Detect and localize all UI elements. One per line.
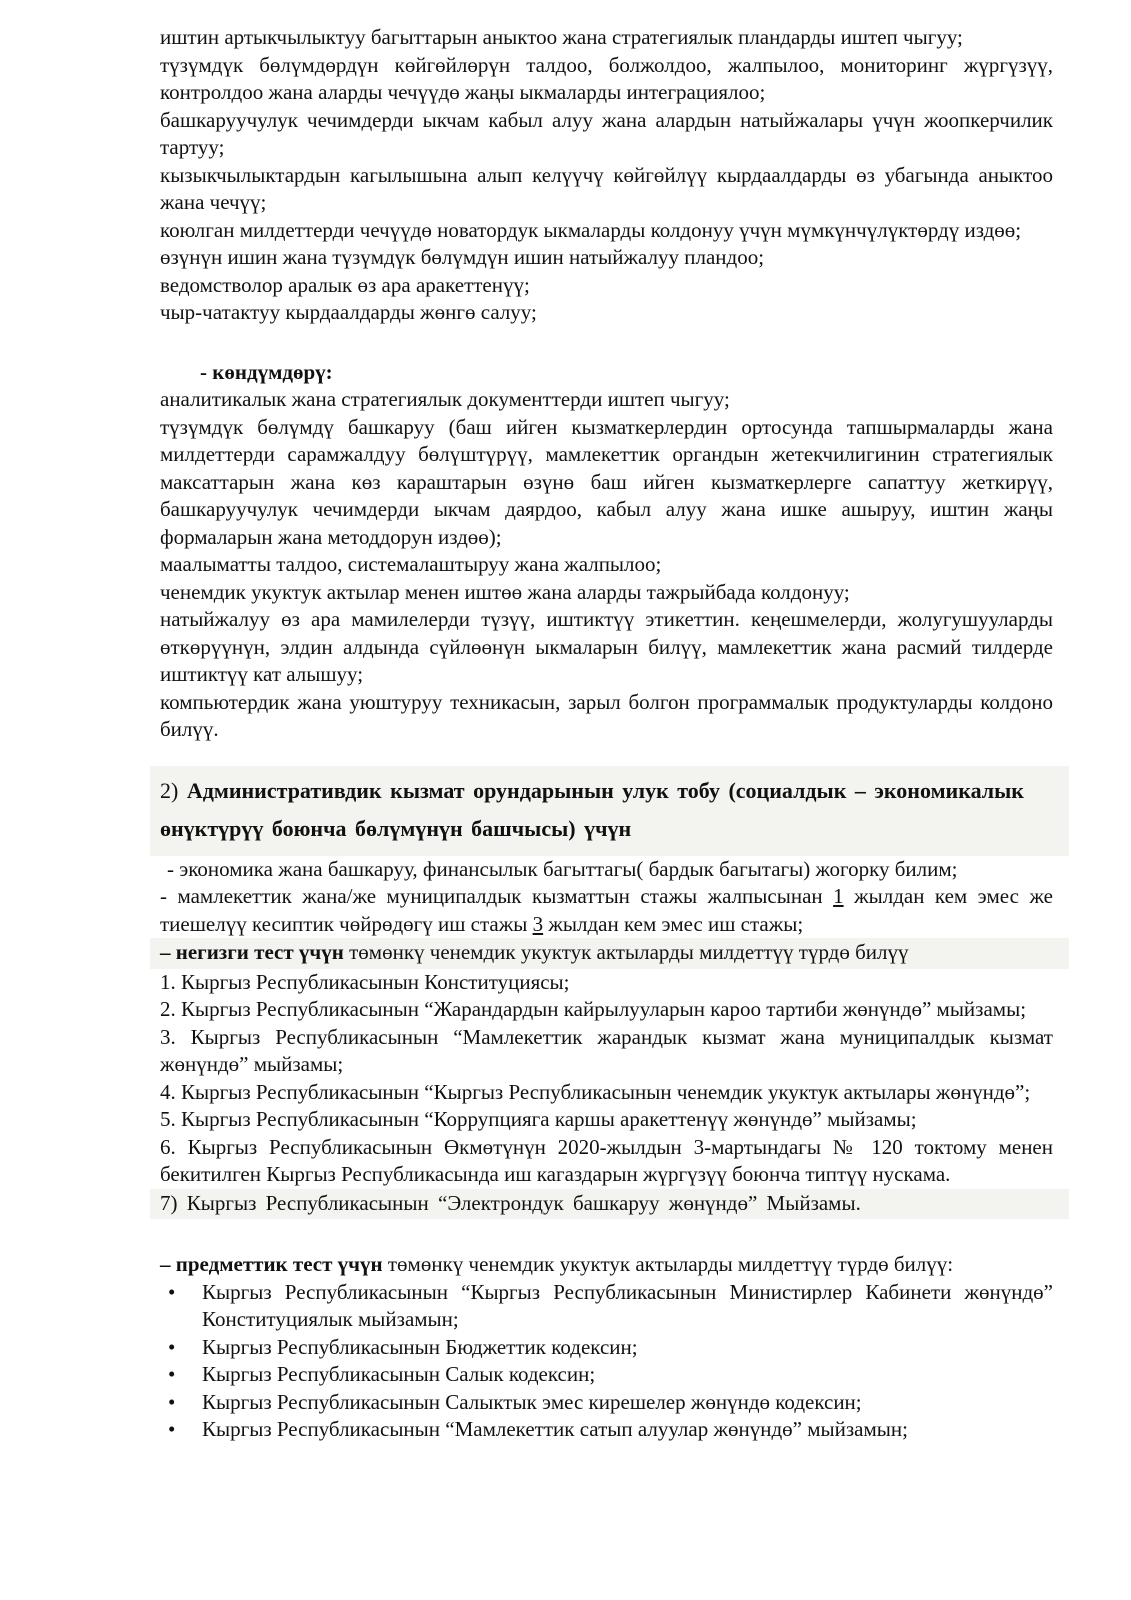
- underlined-years-1: 1: [833, 884, 844, 908]
- bullet-item: • Кыргыз Республикасынын “Мамлекеттик сатып алуулар жөнүндө” мыйзамын;: [160, 1416, 1053, 1444]
- intro-paragraph: ведомстволор аралык өз ара аракеттенүү;: [160, 272, 530, 297]
- bullet-icon: •: [168, 1417, 176, 1441]
- bullet-item: • Кыргыз Республикасынын Салыктык эмес кирешелер жөнүндө кодексин;: [160, 1389, 1053, 1417]
- intro-paragraph: башкаруучулук чечимдерди ыкчам кабыл алуу жана алардын натыйжалары үчүн жоопкерчилик тартуу;: [160, 107, 1053, 159]
- bullet-item: • Кыргыз Республикасынын Салык кодексин;: [160, 1361, 1053, 1389]
- blank-line: [160, 327, 1053, 359]
- legal-act-item: 6. Кыргыз Республикасынын Өкмөтүнүн 2020-жылдын 3-мартындагы № 120 токтому менен бекитилген Кыргыз Республикасында иш кагаздарын жүргүзүү боюнча типтүү нускама.: [160, 1134, 1053, 1186]
- bullet-icon: •: [168, 1389, 176, 1414]
- intro-paragraph: кызыкчылыктардын кагылышына алып келүүчү көйгөйлүү кырдаалдарды өз убагында аныктоо жана чечүү;: [160, 162, 1053, 214]
- intro-paragraph: өзүнүн ишин жана түзүмдүк бөлүмдүн ишин натыйжалуу пландоо;: [160, 245, 765, 269]
- underlined-years-3: 3: [532, 911, 544, 936]
- legal-act-item: 5. Кыргыз Республикасынын “Коррупцияга каршы аракеттенүү жөнүндө” мыйзамы;: [160, 1107, 917, 1131]
- position-2-number: 2): [160, 777, 187, 803]
- intro-paragraph: түзүмдүк бөлүмдөрдүн көйгөйлөрүн талдоо, болжолдоо, жалпылоо, мониторинг жүргүзүү, контролдоо жана аларды чечүүдө жаңы ыкмаларды интеграциялоо;: [160, 52, 1053, 104]
- bullet-item: • Кыргыз Республикасынын Бюджеттик кодексин;: [160, 1334, 1053, 1362]
- intro-paragraph: коюлган милдеттерди чечүүдө новатордук ыкмаларды колдонуу үчүн мүмкүнчүлүктөрдү издөө;: [160, 217, 1022, 242]
- subject-test-heading: – предметтик тест үчүн төмөнкү ченемдик укуктук актыларды милдеттүү түрдө билүү:: [160, 1252, 954, 1276]
- experience-requirement: - мамлекеттик жана/же муниципалдык кызматтын стажы жалпысынан 1 жылдан кем эмес же тиешелүү кесиптик чөйрөдөгү иш стажы 3 жылдан кем эмес иш стажы;: [160, 884, 1053, 936]
- legal-act-item: 2. Кыргыз Республикасынын “Жарандардын кайрылууларын кароо тартиби жөнүндө” мыйзамы;: [160, 997, 1027, 1021]
- bullet-item: • Кыргыз Республикасынын “Кыргыз Республикасынын Министирлер Кабинети жөнүндө” Конституциялык мыйзамын;: [168, 1279, 1053, 1331]
- bullet-icon: •: [168, 1334, 176, 1359]
- skills-paragraph: маалыматты талдоо, системалаштыруу жана жалпылоо;: [160, 552, 662, 576]
- blank-line: [160, 744, 1053, 766]
- intro-paragraph: иштин артыкчылыктуу багыттарын аныктоо жана стратегиялык пландарды иштеп чыгуу;: [160, 25, 963, 49]
- skills-paragraph: аналитикалык жана стратегиялык документтерди иштеп чыгуу;: [160, 387, 730, 411]
- education-requirement: - экономика жана башкаруу, финансылык багыттагы( бардык багытагы) жогорку билим;: [167, 856, 958, 881]
- position-2-heading: [150, 766, 1069, 856]
- legal-act-item: 3. Кыргыз Республикасынын “Мамлекеттик жарандык кызмат жана муниципалдык кызмат жөнүндө” мыйзамы;: [160, 1024, 1053, 1076]
- bullet-icon: •: [168, 1279, 176, 1304]
- skills-paragraph: ченемдик укуктук актылар менен иштөө жана аларды тажрыйбада колдонуу;: [160, 579, 850, 604]
- skills-paragraph: натыйжалуу өз ара мамилелерди түзүү, иштиктүү этикеттин. кеңешмелерди, жолугушууларды өткөрүүнүн, элдин алдында сүйлөөнүн ыкмаларын билүү, мамлекеттик жана расмий тилдерде иштиктүү кат алышуу;: [160, 607, 1053, 686]
- skills-paragraph: компьютердик жана уюштуруу техникасын, зарыл болгон программалык продуктуларды колдоно билүү.: [160, 689, 1053, 741]
- legal-act-item-7: 7) Кыргыз Республикасынын “Электрондук башкаруу жөнүндө” Мыйзамы.: [150, 1189, 1069, 1220]
- legal-act-item: 4. Кыргыз Республикасынын “Кыргыз Республикасынын ченемдик укуктук актылары жөнүндө”;: [160, 1079, 1031, 1104]
- skills-heading: - көндүмдөрү:: [200, 359, 333, 384]
- position-2-title: Административдик кызмат орундарынын улук тобу (социалдык – экономикалык өнүктүрүү боюнча бөлүмүнүн башчысы) үчүн: [160, 777, 1024, 841]
- bullet-icon: •: [168, 1362, 176, 1386]
- base-test-heading: – негизги тест үчүн төмөнкү ченемдик укуктук актыларды милдеттүү түрдө билүү: [150, 938, 1069, 969]
- legal-act-item: 1. Кыргыз Республикасынын Конституциясы;: [160, 969, 570, 994]
- blank-line: [160, 1219, 1053, 1251]
- intro-paragraph: чыр-чатактуу кырдаалдарды жөнгө салуу;: [160, 300, 537, 324]
- skills-paragraph: түзүмдүк бөлүмдү башкаруу (баш ийген кызматкерлердин ортосунда тапшырмаларды жана милдеттерди сарамжалдуу бөлүштүрүү, мамлекеттик органдын жетекчилигинин стратегиялык максаттарын жана көз караштарын өзүнө баш ийген кызматкерлерге сапаттуу жеткирүү, башкаруучулук чечимдерди ыкчам даярдоо, кабыл алуу жана ишке ашыруу, иштин жаңы формаларын жана методдорун издөө);: [160, 414, 1053, 549]
